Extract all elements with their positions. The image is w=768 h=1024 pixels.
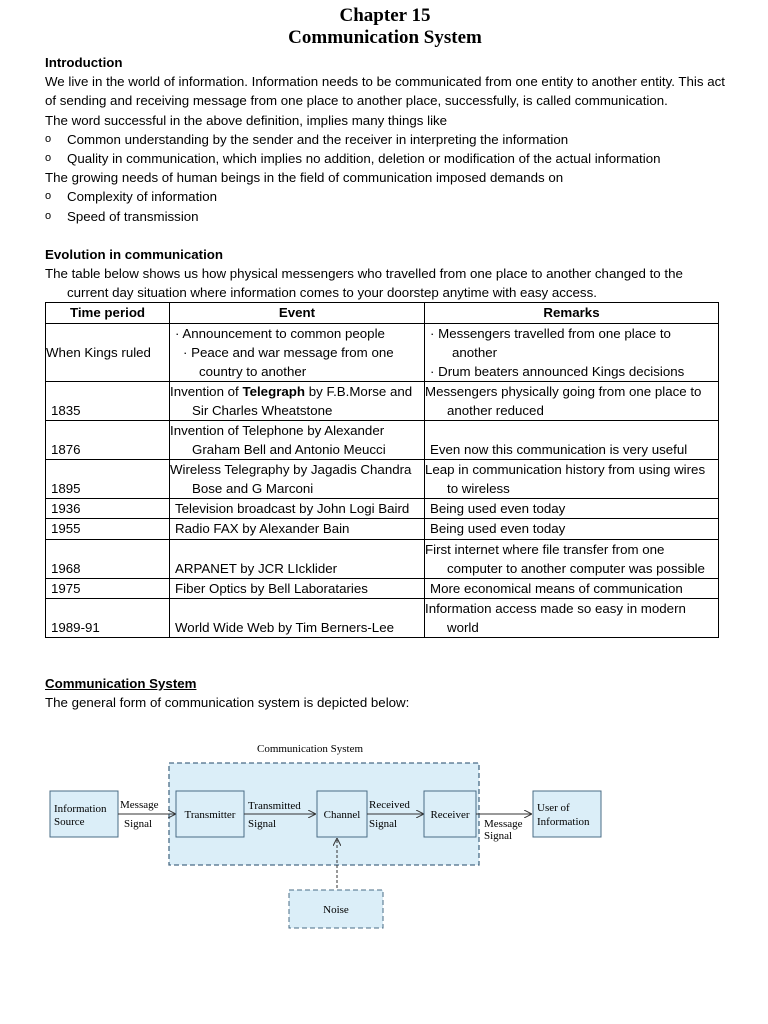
table-header-row: [46, 303, 719, 323]
receiver-label: Receiver: [430, 809, 470, 821]
table-row: [46, 598, 719, 637]
period-cell: 1835: [46, 381, 170, 420]
list-item: o Common understanding by the sender and the receiver in interpreting the information: [45, 130, 725, 149]
remarks-cell: Being used even today: [425, 499, 719, 519]
intro-heading: Introduction: [45, 55, 123, 70]
communication-system-diagram: [45, 738, 665, 938]
remarks-cell: Leap in communication history from using wires to wireless: [425, 460, 719, 499]
intro-paragraph-2: The word successful in the above definition, implies many things like: [45, 112, 448, 128]
noise-label: Noise: [323, 904, 349, 916]
system-paragraph: The general form of communication system is depicted below:: [45, 695, 410, 711]
channel-label: Channel: [323, 809, 361, 821]
table-row: [46, 381, 719, 420]
system-heading: Communication System: [45, 676, 197, 692]
table-row: [46, 421, 719, 460]
period-cell: When Kings ruled: [46, 323, 170, 381]
received-signal-label: Signal: [369, 818, 398, 830]
table-row: [46, 519, 719, 539]
period-cell: 1968: [46, 539, 170, 578]
list-item: o Complexity of information: [45, 187, 725, 206]
period-cell: 1895: [46, 460, 170, 499]
table-row: [46, 323, 719, 381]
column-header: Time period: [46, 303, 170, 323]
bullet-marker: o: [45, 209, 52, 222]
evolution-heading: Evolution in communication: [45, 246, 224, 262]
evolution-paragraph: The table below shows us how physical messengers who travelled from one place to another changed to the current day situation where information comes to your doorstep anytime with easy access.: [45, 266, 683, 301]
remarks-cell: · Messengers travelled from one place to another · Drum beaters announced Kings decisions: [425, 323, 719, 381]
user-label: Information: [537, 816, 590, 828]
document-page: [45, 0, 725, 712]
evolution-table: [45, 302, 719, 638]
message-signal-out-label: Message: [484, 818, 523, 830]
list-item: o Quality in communication, which implies no addition, deletion or modification of the actual information: [45, 149, 725, 168]
event-cell: ARPANET by JCR LIcklider: [170, 539, 425, 578]
column-header: Event: [170, 303, 425, 323]
remarks-cell: Even now this communication is very useful: [425, 421, 719, 460]
period-cell: 1876: [46, 421, 170, 460]
remarks-cell: Being used even today: [425, 519, 719, 539]
list-item: o Speed of transmission: [45, 207, 725, 226]
table-row: [46, 460, 719, 499]
table-row: [46, 499, 719, 519]
bullet-marker: o: [45, 132, 52, 145]
received-signal-label: Received: [369, 799, 410, 811]
remarks-cell: Information access made so easy in modern world: [425, 598, 719, 637]
period-cell: 1989-91: [46, 598, 170, 637]
table-row: [46, 539, 719, 578]
column-header: Remarks: [425, 303, 719, 323]
event-cell: Invention of Telephone by Alexander Graham Bell and Antonio Meucci: [170, 421, 425, 460]
remarks-cell: Messengers physically going from one place to another reduced: [425, 381, 719, 420]
remarks-cell: First internet where file transfer from one computer to another computer was possible: [425, 539, 719, 578]
bullet-marker: o: [45, 190, 52, 203]
message-signal-label: Signal: [124, 818, 153, 830]
period-cell: 1936: [46, 499, 170, 519]
info-source-label: Information: [54, 803, 107, 815]
message-signal-out-label: Signal: [484, 830, 513, 842]
event-cell: Radio FAX by Alexander Bain: [170, 519, 425, 539]
message-signal-label: Message: [120, 799, 159, 811]
event-cell: Wireless Telegraphy by Jagadis Chandra Bose and G Marconi: [170, 460, 425, 499]
remarks-cell: More economical means of communication: [425, 578, 719, 598]
period-cell: 1975: [46, 578, 170, 598]
user-of-information-box: [533, 791, 601, 837]
transmitted-signal-label: Signal: [248, 818, 277, 830]
event-cell: Fiber Optics by Bell Laborataries: [170, 578, 425, 598]
event-cell: Invention of Telegraph by F.B.Morse and Sir Charles Wheatstone: [170, 381, 425, 420]
bullet-marker: o: [45, 152, 52, 165]
event-cell: World Wide Web by Tim Berners-Lee: [170, 598, 425, 637]
event-cell: Television broadcast by John Logi Baird: [170, 499, 425, 519]
transmitted-signal-label: Transmitted: [248, 800, 301, 812]
chapter-number: Chapter 15: [339, 5, 431, 26]
transmitter-label: Transmitter: [184, 809, 236, 821]
intro-paragraph-3: The growing needs of human beings in the field of communication imposed demands on: [45, 170, 564, 186]
chapter-title: Communication System: [288, 27, 482, 48]
info-source-label: Source: [54, 816, 85, 828]
table-row: [46, 578, 719, 598]
intro-paragraph-1: We live in the world of information. Information needs to be communicated from one entity to another entity. This act of sending and receiving message from one place to another place, successfully, is called communication.: [45, 74, 725, 109]
period-cell: 1955: [46, 519, 170, 539]
diagram-caption: Communication System: [256, 743, 364, 755]
user-label: User of: [537, 802, 570, 814]
event-cell: · Announcement to common people · Peace and war message from one country to another: [170, 323, 425, 381]
